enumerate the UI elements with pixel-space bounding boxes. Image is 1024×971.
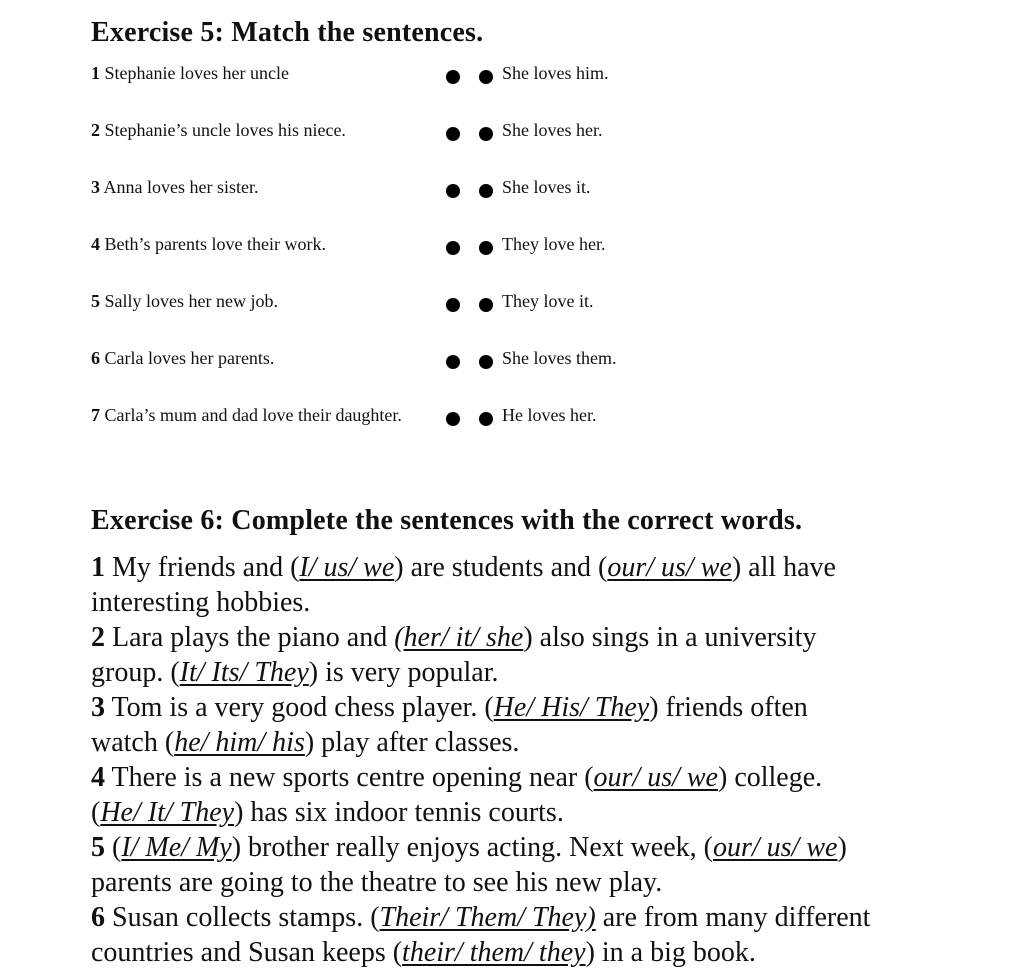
- right-sentence: They love her.: [502, 234, 606, 254]
- left-sentence: [91, 177, 258, 198]
- line-text: Lara plays the piano and: [105, 622, 395, 653]
- sentence-line: [91, 795, 991, 830]
- match-row: [0, 63, 1024, 103]
- word-options[interactable]: Their/ Them/ They): [379, 902, 596, 933]
- item-number: 5: [91, 291, 100, 311]
- right-sentence: She loves him.: [502, 63, 609, 83]
- word-options[interactable]: their/ them/ they: [402, 937, 586, 968]
- line-text: Tom is a very good chess player. (: [105, 692, 494, 723]
- left-dot-icon[interactable]: [446, 184, 460, 198]
- right-dot-icon[interactable]: [479, 127, 493, 141]
- item-number: 4: [91, 762, 105, 793]
- word-options[interactable]: He/ His/ They: [493, 692, 650, 723]
- item-number: 3: [91, 692, 105, 723]
- right-sentence: They love it.: [502, 291, 594, 311]
- word-options[interactable]: It/ Its/ They: [179, 657, 309, 688]
- match-row: [0, 405, 1024, 445]
- line-text: interesting hobbies.: [91, 587, 311, 618]
- left-dot-icon[interactable]: [446, 70, 460, 84]
- right-sentence: She loves it.: [502, 177, 591, 197]
- sentence-text: Carla loves her parents.: [100, 348, 275, 368]
- sentence-line: [91, 620, 991, 655]
- sentence-line: [91, 900, 991, 935]
- word-options[interactable]: our/ us/ we: [593, 762, 718, 793]
- line-text: ) also sings in a university: [523, 622, 817, 653]
- sentence-line: [91, 690, 991, 725]
- line-text: (: [105, 832, 122, 863]
- right-sentence: She loves her.: [502, 120, 603, 140]
- word-options[interactable]: I/ Me/ My: [121, 832, 232, 863]
- line-text: group. (: [91, 657, 180, 688]
- right-sentence: She loves them.: [502, 348, 617, 368]
- match-row: [0, 120, 1024, 160]
- item-number: 2: [91, 120, 100, 140]
- sentence-line: [91, 725, 991, 760]
- left-dot-icon[interactable]: [446, 241, 460, 255]
- sentence-text: Beth’s parents love their work.: [100, 234, 326, 254]
- line-text: ): [837, 832, 847, 863]
- word-options[interactable]: our/ us/ we: [712, 832, 838, 863]
- match-row: [0, 348, 1024, 388]
- line-text: There is a new sports centre opening near (: [105, 762, 594, 793]
- right-dot-icon[interactable]: [479, 241, 493, 255]
- word-options[interactable]: he/ him/ his: [174, 727, 305, 758]
- word-options[interactable]: (her/ it/ she: [394, 622, 524, 653]
- left-sentence: [91, 63, 289, 84]
- right-dot-icon[interactable]: [479, 70, 493, 84]
- line-text: ) in a big book.: [585, 937, 756, 968]
- line-text: ) friends often: [649, 692, 808, 723]
- item-number: 5: [91, 832, 105, 863]
- sentence-line: [91, 830, 991, 865]
- line-text: ) brother really enjoys acting. Next week, (: [231, 832, 713, 863]
- exercise-6-title: Exercise 6: Complete the sentences with the correct words.: [91, 505, 803, 536]
- item-number: 6: [91, 348, 100, 368]
- line-text: (: [91, 797, 101, 828]
- item-number: 4: [91, 234, 100, 254]
- line-text: watch (: [91, 727, 175, 758]
- right-dot-icon[interactable]: [479, 298, 493, 312]
- item-number: 3: [91, 177, 100, 197]
- left-dot-icon[interactable]: [446, 412, 460, 426]
- sentence-text: Anna loves her sister.: [100, 177, 259, 197]
- match-row: [0, 177, 1024, 217]
- item-number: 7: [91, 405, 100, 425]
- sentence-line: [91, 760, 991, 795]
- right-dot-icon[interactable]: [479, 412, 493, 426]
- line-text: Susan collects stamps. (: [105, 902, 380, 933]
- left-dot-icon[interactable]: [446, 298, 460, 312]
- line-text: ) all have: [731, 552, 836, 583]
- sentence-line: [91, 550, 991, 585]
- match-row: [0, 234, 1024, 274]
- right-dot-icon[interactable]: [479, 355, 493, 369]
- line-text: My friends and (: [105, 552, 300, 583]
- right-dot-icon[interactable]: [479, 184, 493, 198]
- left-dot-icon[interactable]: [446, 355, 460, 369]
- word-options[interactable]: I/ us/ we: [299, 552, 395, 583]
- sentence-line: [91, 585, 991, 620]
- line-text: ) play after classes.: [304, 727, 520, 758]
- left-dot-icon[interactable]: [446, 127, 460, 141]
- sentence-line: [91, 935, 991, 970]
- left-sentence: [91, 348, 274, 369]
- exercise-6-body: [91, 550, 991, 970]
- word-options[interactable]: our/ us/ we: [607, 552, 732, 583]
- sentence-text: Stephanie’s uncle loves his niece.: [100, 120, 346, 140]
- left-sentence: [91, 405, 402, 426]
- sentence-line: [91, 655, 991, 690]
- line-text: are from many different: [595, 902, 871, 933]
- line-text: ) college.: [718, 762, 823, 793]
- line-text: countries and Susan keeps (: [91, 937, 403, 968]
- item-number: 6: [91, 902, 105, 933]
- sentence-text: Stephanie loves her uncle: [100, 63, 289, 83]
- sentence-text: Sally loves her new job.: [100, 291, 278, 311]
- right-sentence: He loves her.: [502, 405, 597, 425]
- word-options[interactable]: He/ It/ They: [100, 797, 235, 828]
- item-number: 1: [91, 552, 105, 583]
- line-text: ) is very popular.: [308, 657, 499, 688]
- left-sentence: [91, 291, 278, 312]
- item-number: 1: [91, 63, 100, 83]
- line-text: ) has six indoor tennis courts.: [234, 797, 564, 828]
- sentence-text: Carla’s mum and dad love their daughter.: [100, 405, 402, 425]
- line-text: parents are going to the theatre to see his new play.: [91, 867, 663, 898]
- match-row: [0, 291, 1024, 331]
- sentence-line: [91, 865, 991, 900]
- line-text: ) are students and (: [394, 552, 608, 583]
- left-sentence: [91, 234, 326, 255]
- exercise-5-title: Exercise 5: Match the sentences.: [91, 17, 484, 48]
- left-sentence: [91, 120, 346, 141]
- item-number: 2: [91, 622, 105, 653]
